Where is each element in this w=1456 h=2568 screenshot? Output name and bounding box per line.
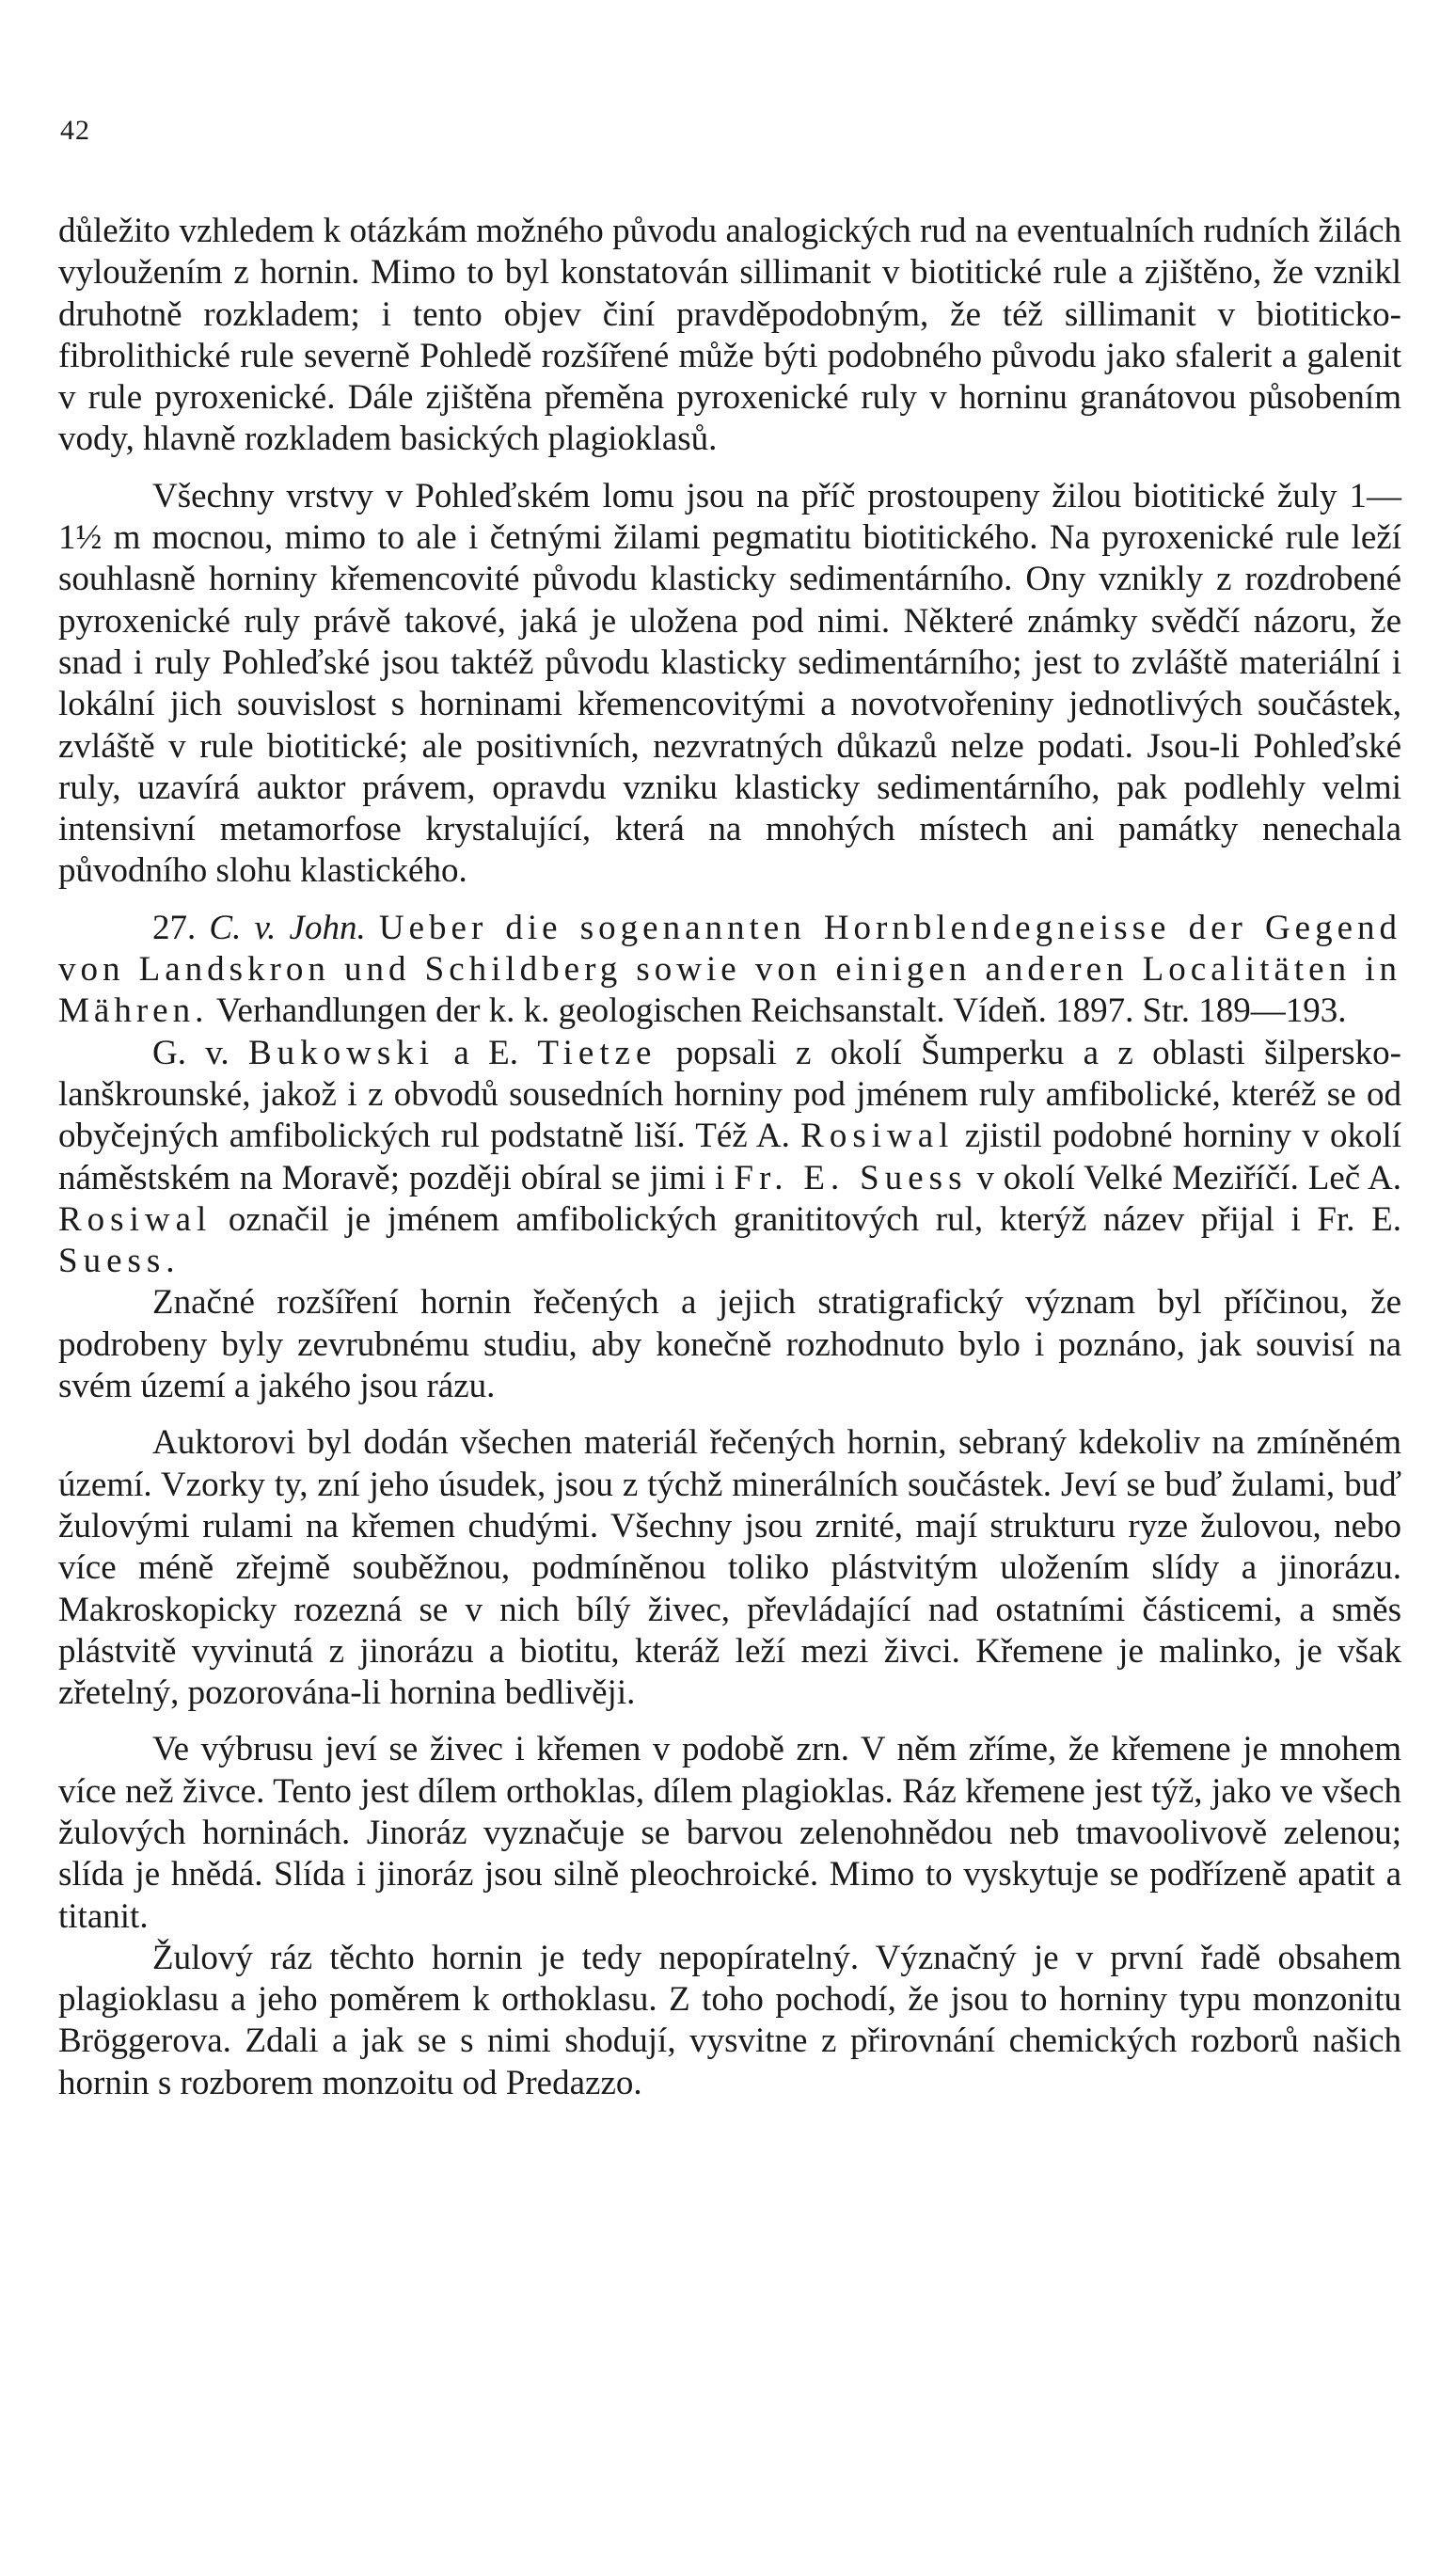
bibliography-entry-27 [58,908,1401,1033]
text-run: popsali z okolí Šumperku a z oblasti šilpersko-lanškrounské, jakož i z obvodů sousedních horniny pod jménem ruly amfibolické, kteréž se od obyčejných amfibolických rul podstatně liší. Též A. [58,1033,1401,1156]
text-run: a E. [453,1033,518,1072]
paragraph-6: Auktorovi byl dodán všechen materiál řečených hornin, sebraný kdekoliv na zmíněném území. Vzorky ty, zní jeho úsudek, jsou z týchž minerálních součástek. Jeví se buď žulami, buď žulovými rulami na křemen chudými. Všechny jsou zrnité, mají strukturu ryze žulovou, nebo více méně zřejmě souběžnou, podmíněnou toliko plástvitým uložením slídy a jinorázu. Makroskopicky rozezná se v nich bílý živec, převládající nad ostatními částicemi, a směs plástvitě vyvinutá z jinorázu a biotitu, kteráž leží mezi živci. Křemene je malinko, je však zřetelný, pozorována-li hornina bedlivěji. [58,1423,1401,1713]
text-run: označil je jménem amfibolických granititových rul, kterýž název přijal i Fr. E. [228,1199,1402,1239]
page-body [58,211,1401,2104]
text-run: G. v. [152,1033,229,1072]
paragraph-1: důležito vzhledem k otázkám možného původu analogických rud na eventualních rudních žilách vyloužením z hornin. Mimo to byl konstatován sillimanit v biotitické rule a zjištěno, že vznikl druhotně rozkladem; i tento objev činí pravděpodobným, že též sillimanit v biotiticko-fibrolithické rule severně Pohledě rozšířené může býti podobného původu jako sfalerit a galenit v rule pyroxenické. Dále zjištěna přeměna pyroxenické ruly v horninu granátovou působením vody, hlavně rozkladem basických plagioklasů. [58,212,1401,459]
entry-number: 27. [152,908,197,947]
text-run: v okolí Velké Meziříčí. Leč A. [976,1158,1402,1197]
entry-author: C. v. John. [209,908,366,947]
author-name-suess-2: Suess. [58,1242,181,1281]
paragraph-2: Všechny vrstvy v Pohleďském lomu jsou na příč prostoupeny žilou biotitické žuly 1—1½ m mocnou, mimo to ale i četnými žilami pegmatitu biotitického. Na pyroxenické rule leží souhlasně horniny křemencovité původu klasticky sedimentárního. Ony vznikly z rozdrobené pyroxenické ruly právě takové, jaká je uložena pod nimi. Některé známky svědčí názoru, že snad i ruly Pohleďské jsou taktéž původu klasticky sedimentárního; jest to zvláště materiální i lokální jich souvislost s horninami křemencovitými a novotvořeniny jednotlivých součástek, zvláště v rule biotitické; ale positivních, nezvratných důkazů nelze podati. Jsou-li Pohleďské ruly, uzavírá auktor právem, opravdu vzniku klasticky sedimentárního, pak podlehly velmi intensivní metamorfose krystalující, která na mnohých místech ani památky nenechala původního slohu klastického. [58,476,1401,891]
entry-title: Ueber die sogenannten Hornblendegneisse der Gegend von Landskron und Schildberg sowie von einigen anderen Localitäten in Mähren. [58,908,1402,1031]
paragraph-4 [58,1033,1401,1283]
paragraph-8: Žulový ráz těchto hornin je tedy nepopíratelný. Význačný je v první řadě obsahem plagioklasu a jeho poměrem k orthoklasu. Z toho pochodí, že jsou to horniny typu monzonitu Bröggerova. Zdali a jak se s nimi shodují, vysvitne z přirovnání chemických rozborů našich hornin s rozborem monzoitu od Predazzo. [58,1938,1401,2102]
paragraph-5: Značné rozšíření hornin řečených a jejich stratigrafický význam byl příčinou, že podrobeny byly zevrubnému studiu, aby konečně rozhodnuto bylo i poznáno, jak souvisí na svém území a jakého jsou rázu. [58,1283,1401,1406]
page-number: 42 [60,115,90,146]
entry-source: Verhandlungen der k. k. geologischen Reichsanstalt. Vídeň. 1897. Str. 189—193. [215,991,1347,1031]
author-name-rosiwal: Rosiwal [800,1117,955,1156]
author-name-rosiwal-2: Rosiwal [58,1199,213,1239]
author-name-bukowski: Bukowski [247,1033,435,1072]
text-run: zjistil podobné horniny v okolí náměstském na Moravě; později obíral se jimi i [58,1117,1402,1197]
author-name-tietze: Tietze [537,1033,657,1072]
author-name-suess: Fr. E. Suess [734,1158,968,1197]
paragraph-7: Ve výbrusu jeví se živec i křemen v podobě zrn. V něm zříme, že křemene je mnohem více než živce. Tento jest dílem orthoklas, dílem plagioklas. Ráz křemene jest týž, jako ve všech žulových horninách. Jinoráz vyznačuje se barvou zelenohnědou neb tmavoolivově zelenou; slída je hnědá. Slída i jinoráz jsou silně pleochroické. Mimo to vyskytuje se podřízeně apatit a titanit. [58,1730,1401,1936]
